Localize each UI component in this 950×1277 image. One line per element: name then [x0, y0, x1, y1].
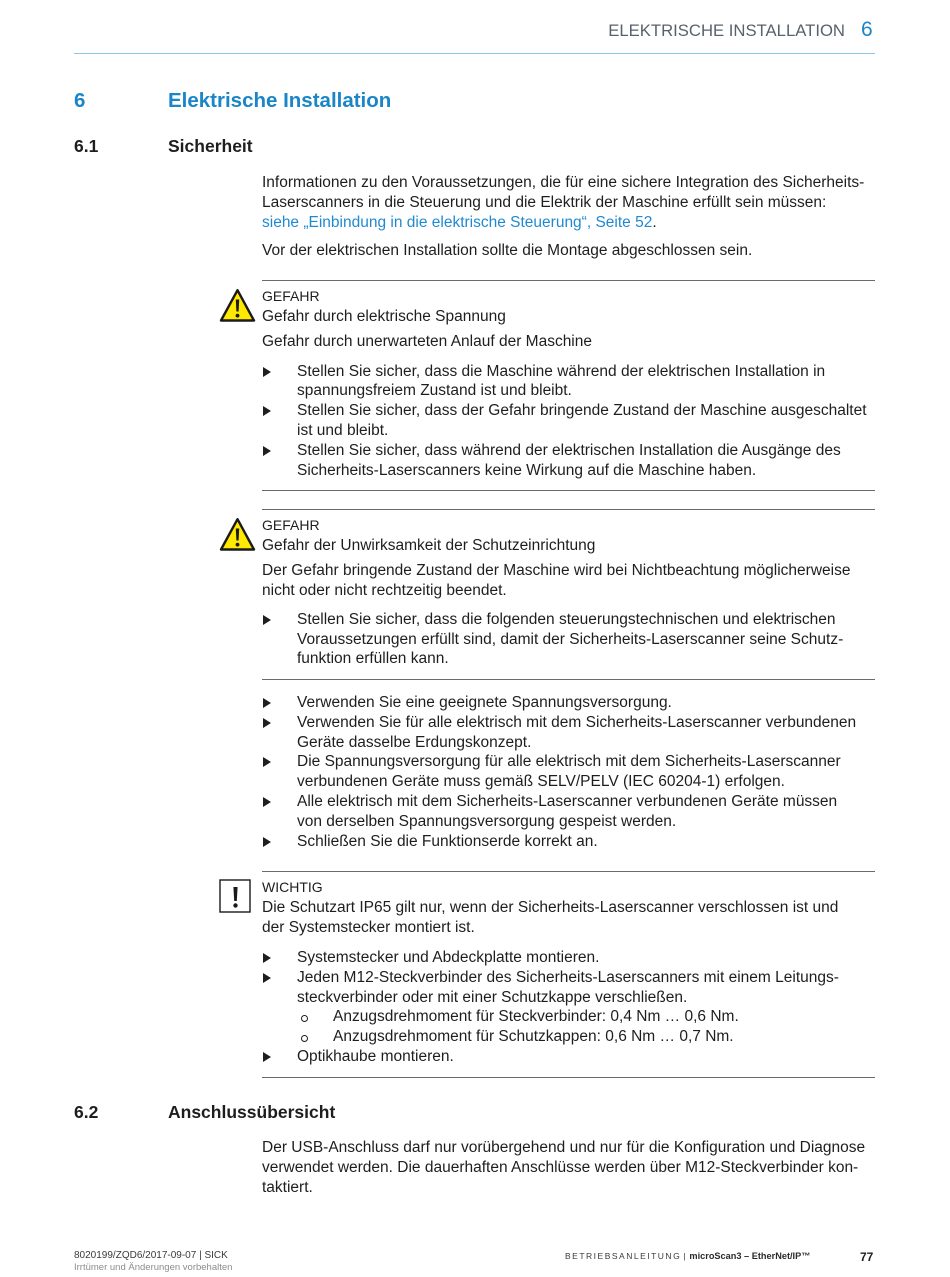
running-header-title: ELEKTRISCHE INSTALLATION [608, 21, 845, 40]
list-item-line: Stellen Sie sicher, dass die Maschine während der elektrischen Installation in [297, 362, 826, 380]
notice-title: Gefahr durch elektrische Spannung [262, 308, 506, 325]
list-item-line: Sicherheits-Laserscanners keine Wirkung auf die Maschine haben. [297, 461, 757, 479]
list-item-line: verbundenen Geräte muss gemäß SELV/PELV (IEC 60204-1) erfolgen. [297, 773, 785, 791]
list-item-line: Verwenden Sie eine geeignete Spannungsversorgung. [297, 694, 672, 711]
list-item-line: Stellen Sie sicher, dass der Gefahr bringende Zustand der Maschine ausgeschaltet [297, 402, 867, 420]
paragraph-line: Die Schutzart IP65 gilt nur, wenn der Sicherheits-Laserscanner verschlossen ist und [262, 899, 839, 916]
notice-description [262, 561, 875, 601]
list-item-line: Geräte dasselbe Erdungskonzept. [297, 733, 532, 751]
list-item [262, 832, 875, 852]
paragraph-line: Vor der elektrischen Installation sollte die Montage abgeschlossen sein. [262, 242, 753, 259]
notice-divider [262, 490, 875, 491]
warning-triangle-icon [219, 517, 256, 552]
paragraph-line: Der Gefahr bringende Zustand der Maschine wird bei Nichtbeachtung möglicherweise [262, 561, 851, 579]
list-item [262, 401, 875, 441]
list-item-line: Optikhaube montieren. [297, 1048, 454, 1066]
triangle-bullet-icon [263, 615, 271, 625]
triangle-bullet-icon [263, 973, 271, 983]
document-id: 8020199/ZQD6/2017-09-07 | SICK [74, 1250, 228, 1261]
bullet-list [262, 948, 875, 1067]
list-item-line: funktion erfüllen kann. [297, 650, 449, 668]
paragraph-line: Laserscanners in die Steuerung und die Elektrik der Maschine erfüllt sein müssen: [262, 193, 827, 211]
notice-title: Gefahr der Unwirksamkeit der Schutzeinrichtung [262, 537, 596, 554]
triangle-bullet-icon [263, 698, 271, 708]
list-item-line: steckverbinder oder mit einer Schutzkappe verschließen. [297, 988, 688, 1006]
list-item-line: Schließen Sie die Funktionserde korrekt an. [297, 832, 598, 850]
list-item-line: Alle elektrisch mit dem Sicherheits-Laserscanner verbundenen Geräte müssen [297, 792, 838, 810]
list-item-line: spannungsfreiem Zustand ist und bleibt. [297, 382, 572, 400]
notice-divider [262, 1077, 875, 1078]
notice-divider [262, 871, 875, 872]
triangle-bullet-icon [263, 367, 271, 377]
sub-list-item-line: Anzugsdrehmoment für Steckverbinder: 0,4 Nm … 0,6 Nm. [333, 1008, 739, 1026]
list-item-line: ist und bleibt. [297, 421, 389, 439]
list-item-line: Stellen Sie sicher, dass während der elektrischen Installation die Ausgänge des [297, 441, 841, 459]
triangle-bullet-icon [263, 1052, 271, 1062]
list-item [262, 713, 875, 753]
sub-list-item [262, 1007, 875, 1027]
running-header-chapter-number: 6 [861, 18, 873, 41]
notice-label: WICHTIG [262, 879, 323, 895]
important-notice [262, 877, 875, 1067]
triangle-bullet-icon [263, 953, 271, 963]
list-item [262, 968, 875, 1047]
list-item [262, 610, 875, 669]
triangle-bullet-icon [263, 406, 271, 416]
paragraph-line: taktiert. [262, 1178, 313, 1196]
connection-overview-paragraph [262, 1138, 875, 1197]
section-title: Anschlussübersicht [168, 1102, 336, 1122]
list-item [262, 792, 875, 832]
triangle-bullet-icon [263, 837, 271, 847]
product-name: microScan3 – EtherNet/IP™ [689, 1251, 811, 1261]
exclamation-box-icon [219, 879, 252, 914]
paragraph-line: Der USB-Anschluss darf nur vorübergehend und nur für die Konfiguration und Diagnose [262, 1139, 866, 1156]
section-title: Sicherheit [168, 136, 253, 156]
chapter-title: Elektrische Installation [168, 89, 392, 112]
notice-label: GEFAHR [262, 517, 320, 533]
paragraph-line: Informationen zu den Voraussetzungen, die für eine sichere Integration des Sicherheits- [262, 174, 865, 191]
sub-list-item-line: Anzugsdrehmoment für Schutzkappen: 0,6 Nm … 0,7 Nm. [333, 1028, 734, 1046]
list-item [262, 693, 875, 713]
manual-identifier [565, 1250, 810, 1262]
bullet-list [262, 362, 875, 481]
paragraph-line: verwendet werden. Die dauerhaften Anschlüsse werden über M12-Steckverbinder kon- [262, 1158, 859, 1176]
warning-triangle-icon [219, 288, 256, 323]
list-item-line: Verwenden Sie für alle elektrisch mit dem Sicherheits-Laserscanner verbundenen [297, 713, 857, 731]
intro-paragraph [262, 173, 875, 232]
manual-type: BETRIEBSANLEITUNG [565, 1251, 682, 1261]
header-divider [74, 53, 875, 54]
list-item [262, 948, 875, 968]
list-item [262, 752, 875, 792]
danger-notice [262, 286, 875, 480]
list-item [262, 362, 875, 402]
notice-subtitle: Gefahr durch unerwarteten Anlauf der Maschine [262, 332, 592, 350]
sentence-end: . [652, 213, 657, 231]
cross-reference-link[interactable]: siehe „Einbindung in die elektrische Steuerung“, Seite 52 [262, 213, 653, 231]
circle-bullet-icon [301, 1015, 308, 1022]
triangle-bullet-icon [263, 446, 271, 456]
circle-bullet-icon [301, 1035, 308, 1042]
list-item-line: Voraussetzungen erfüllt sind, damit der Sicherheits-Laserscanner seine Schutz- [297, 630, 844, 648]
list-item [262, 441, 875, 481]
page-number: 77 [860, 1250, 874, 1264]
triangle-bullet-icon [263, 718, 271, 728]
notice-divider [262, 679, 875, 680]
list-item-line: Die Spannungsversorgung für alle elektrisch mit dem Sicherheits-Laserscanner [297, 753, 841, 771]
triangle-bullet-icon [263, 757, 271, 767]
triangle-bullet-icon [263, 797, 271, 807]
montage-note [262, 241, 875, 261]
bullet-list [262, 610, 875, 669]
notice-label: GEFAHR [262, 288, 320, 304]
footer-separator: | [683, 1251, 686, 1261]
list-item-line: von derselben Spannungsversorgung gespeist werden. [297, 812, 677, 830]
notice-divider [262, 509, 875, 510]
danger-notice [262, 515, 875, 669]
list-item [262, 1047, 875, 1067]
list-item-line: Systemstecker und Abdeckplatte montieren. [297, 949, 600, 967]
paragraph-line: der Systemstecker montiert ist. [262, 918, 475, 936]
list-item-line: Jeden M12-Steckverbinder des Sicherheits-Laserscanners mit einem Leitungs- [297, 968, 839, 986]
list-item-line: Stellen Sie sicher, dass die folgenden steuerungstechnischen und elektrischen [297, 610, 836, 628]
sub-list-item [262, 1027, 875, 1047]
section-number: 6.1 [74, 136, 99, 156]
disclaimer: Irrtümer und Änderungen vorbehalten [74, 1262, 233, 1273]
chapter-number: 6 [74, 89, 86, 112]
requirements-list [262, 693, 875, 851]
paragraph-line: nicht oder nicht rechtzeitig beendet. [262, 581, 507, 599]
cross-reference-line [262, 213, 875, 233]
section-number: 6.2 [74, 1102, 99, 1122]
notice-divider [262, 280, 875, 281]
